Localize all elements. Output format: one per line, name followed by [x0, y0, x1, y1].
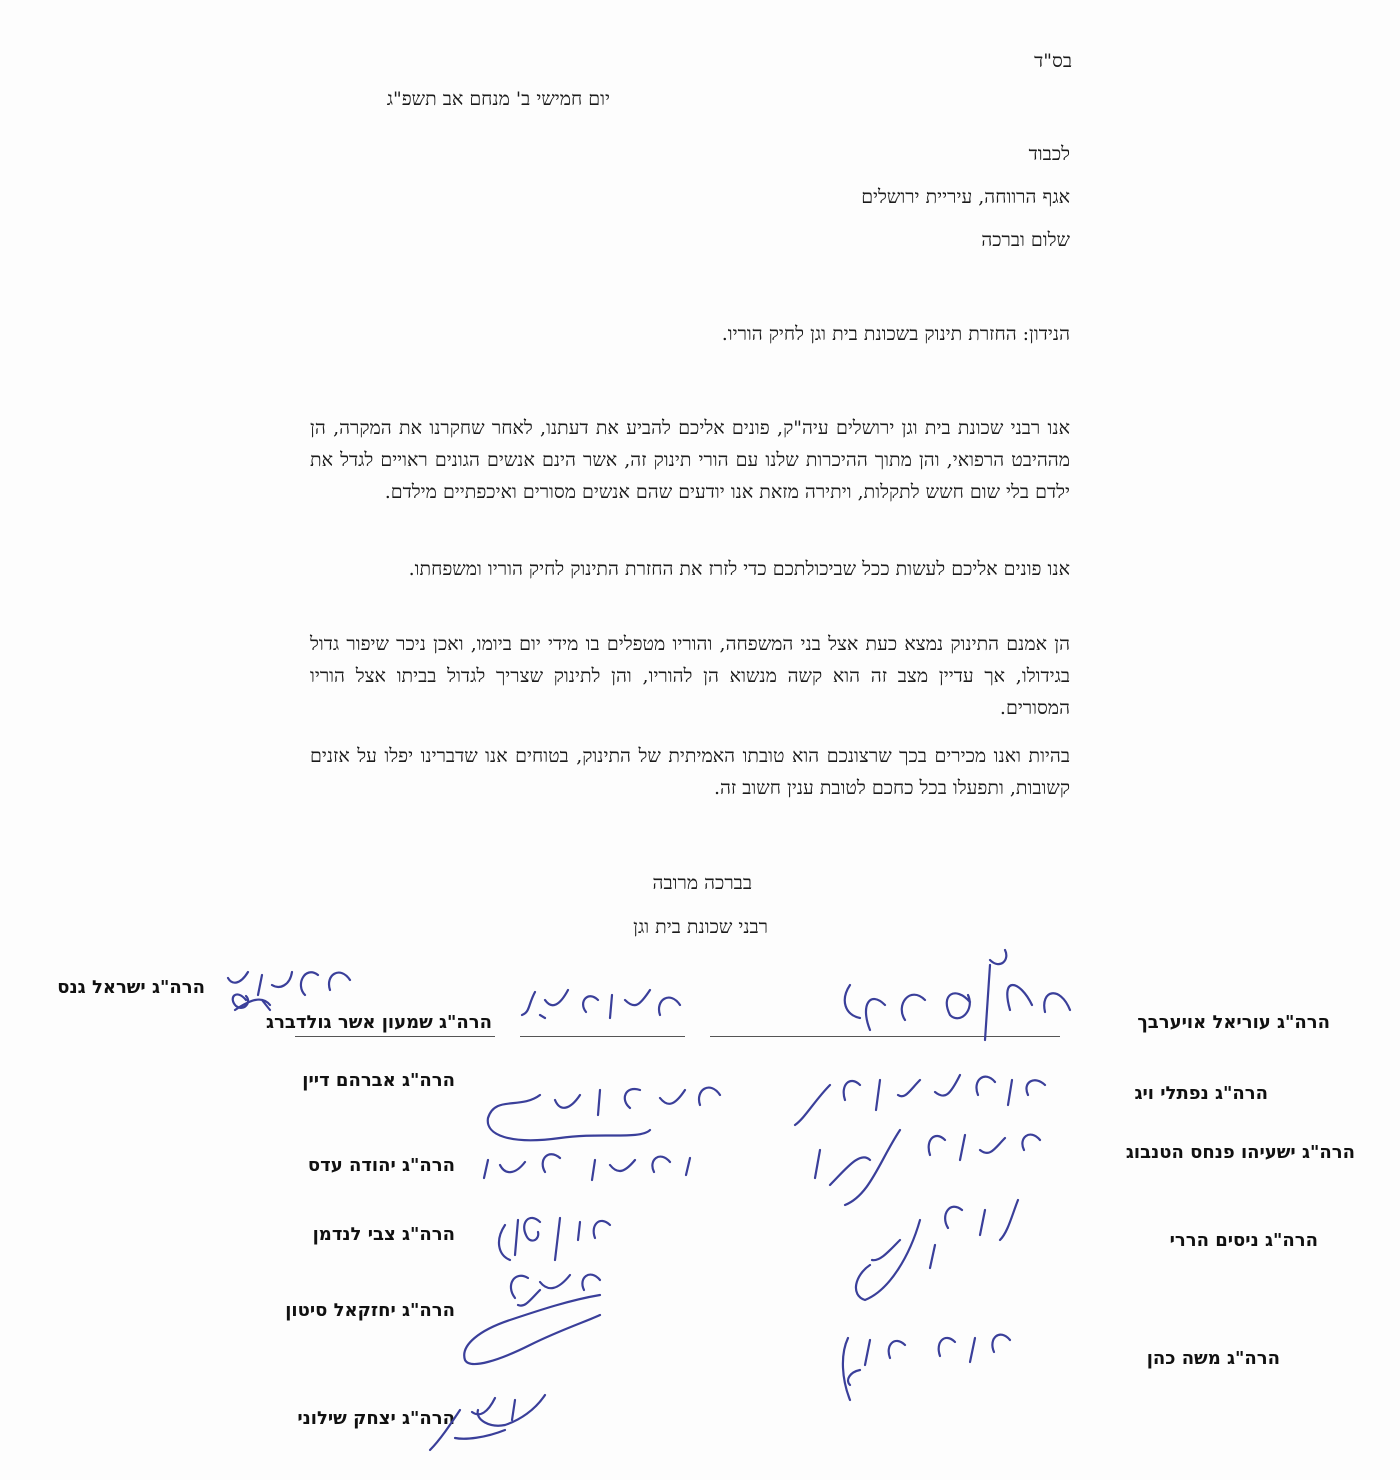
handwritten-signature-gans — [228, 972, 350, 1010]
handwritten-signature-goldberg — [522, 990, 680, 1018]
signatory-name: הרה"ג משה כהן — [1146, 1348, 1280, 1369]
signatory-name: הרה"ג יצחק שילוני — [297, 1408, 455, 1429]
signatory-name: הרה"ג נפתלי ויג — [1134, 1083, 1268, 1104]
signatory-name: הרה"ג ישראל גנס — [57, 977, 205, 998]
handwritten-signature-cohen — [843, 1335, 1010, 1400]
handwritten-signature-siton — [464, 1275, 600, 1364]
body-paragraph-4: בהיות ואנו מכירים בכך שרצונכם הוא טובתו האמיתית של התינוק, בטוחים אנו שדברינו יפלו על אזנים קשובות, ותפעלו בכל כחכם לטובת ענין חשוב זה. — [310, 745, 1070, 799]
signatory-name: הרה"ג ניסים הררי — [1169, 1230, 1318, 1251]
signatory-name: הרה"ג אברהם דיין — [302, 1070, 455, 1091]
signatory-name: הרה"ג שמעון אשר גולדברג — [266, 1012, 492, 1033]
body-paragraph-3: הן אמנם התינוק נמצא כעת אצל בני המשפחה, והוריו מטפלים בו מידי יום ביומו, ואכן ניכר שיפור גדול בגידולו, אך עדיין מצב זה הוא קשה מנשוא הן להוריו, והן לתינוק שצריך לגדול בביתו אצל הוריו המסורים. — [310, 633, 1070, 719]
handwritten-signature-vig — [795, 1075, 1045, 1125]
handwritten-signature-landman — [499, 1218, 610, 1260]
signatory-name: הרה"ג ישעיהו פנחס הטנבוג — [1125, 1142, 1355, 1163]
handwritten-signature-hatenbug — [815, 1130, 1040, 1205]
handwritten-signature-adas — [484, 1154, 690, 1180]
subject-line: הנידון: החזרת תינוק בשכונת בית וגן לחיק הוריו. — [721, 323, 1070, 345]
letter-date: יום חמישי ב' מנחם אב תשפ"ג — [386, 88, 610, 110]
signatory-name: הרה"ג צבי לנדמן — [312, 1224, 455, 1245]
signatory-name: הרה"ג יחזקאל סיטון — [285, 1300, 455, 1321]
signatory-name: הרה"ג יהודה עדס — [307, 1155, 455, 1176]
signed-by: רבני שכונת בית וגן — [633, 916, 768, 938]
recipient: אגף הרווחה, עיריית ירושלים — [861, 186, 1070, 208]
handwritten-signature-shiloni — [430, 1395, 545, 1450]
body-paragraph-2: אנו פונים אליכם לעשות ככל שביכולתכם כדי לזרז את החזרת התינוק לחיק הוריו ומשפחתו. — [408, 558, 1070, 580]
to-salutation: לכבוד — [1028, 143, 1070, 165]
signatory-name: הרה"ג עוריאל אויערבך — [1137, 1012, 1330, 1033]
closing: בברכה מרובה — [652, 872, 752, 894]
body-paragraph-1: אנו רבני שכונת בית וגן ירושלים עיה"ק, פונים אליכם להביע את דעתנו, לאחר שחקרנו את המקרה, הן מההיבט הרפואי, והן מתוך ההיכרות שלנו עם הורי תינוק זה, אשר הינם אנשים הגונים ראויים לגדל את ילדם בלי שום חשש לתקלות, ויתירה מזאת אנו יודעים שהם אנשים מסורים ואיכפתיים מילדם. — [310, 417, 1070, 503]
handwritten-signature-dayan — [488, 1088, 720, 1141]
handwritten-signature-harari — [856, 1200, 1018, 1300]
greeting: שלום וברכה — [981, 229, 1070, 251]
header-mark: בס"ד — [1034, 50, 1072, 72]
handwritten-signature-auerbach — [845, 950, 1070, 1040]
